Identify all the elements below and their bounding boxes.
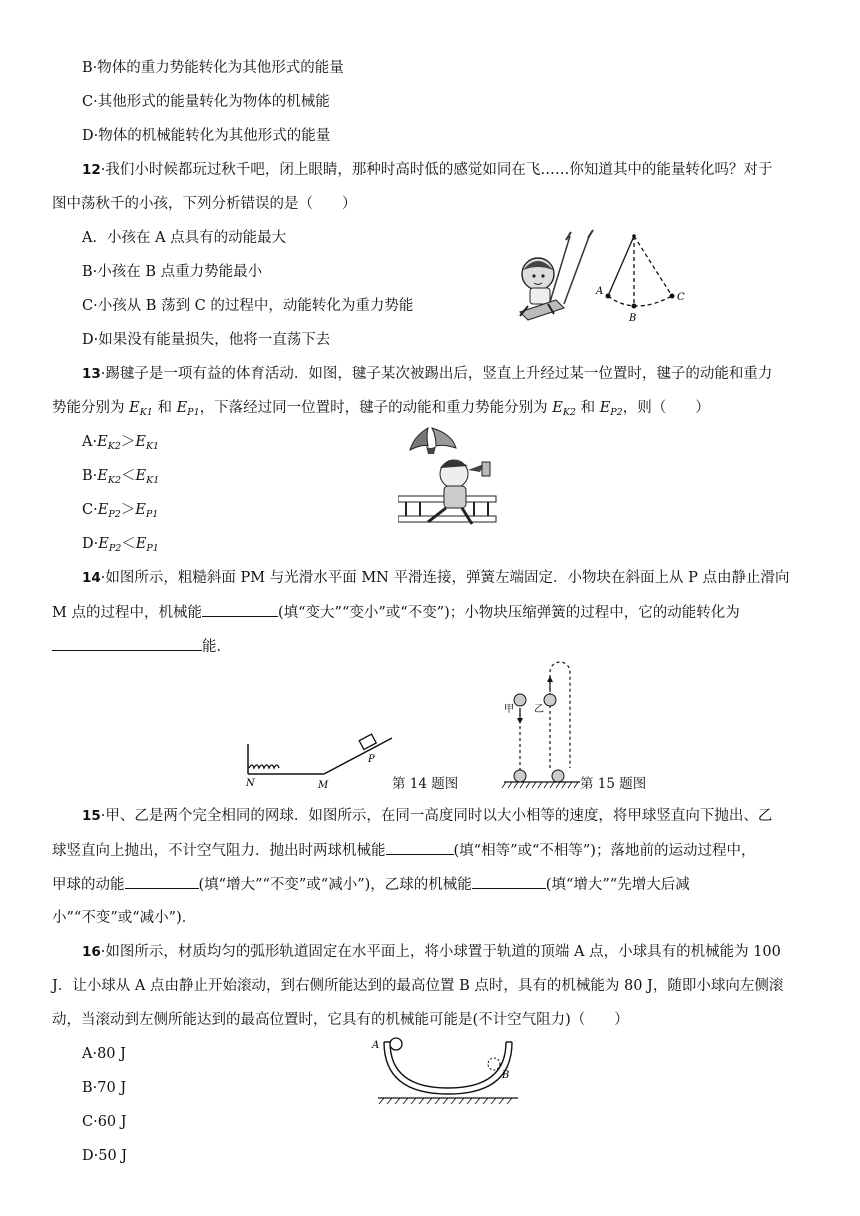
q15-figure-caption: 第 15 题图 <box>580 776 647 792</box>
label-m: M <box>318 780 329 791</box>
q12-option-b: B·小孩在 B 点重力势能最小 <box>82 264 263 280</box>
swing-child-illustration <box>508 228 598 326</box>
q15-stem-line3: 甲球的动能 (填“增大”“不变”或“减小”)，乙球的机械能 (填“增大”“先增大后减 <box>52 874 690 895</box>
q16-option-c: C·60 J <box>82 1114 127 1130</box>
pendulum-label-c: C <box>677 292 685 303</box>
track-label-a: A <box>372 1040 380 1051</box>
q15-stem-line2: 球竖直向上抛出，不计空气阻力．抛出时两球机械能 (填“相等”或“不相等”)；落地前的运动过程中， <box>52 840 755 861</box>
q11-option-d: D·物体的机械能转化为其他形式的能量 <box>82 128 331 144</box>
q15-blank-1[interactable] <box>386 840 454 855</box>
pendulum-label-b: B <box>629 313 637 324</box>
q13-option-b: $B\cdot E_{K2}<E_{K1}$ <box>82 468 160 486</box>
q11-option-c: C·其他形式的能量转化为物体的机械能 <box>82 94 330 110</box>
q12-stem-line2: 图中荡秋千的小孩，下列分析错误的是（ ） <box>52 196 357 212</box>
q13-option-a: $A\cdot E_{K2}>E_{K1}$ <box>82 434 160 452</box>
shuttlecock-kick-illustration <box>398 424 498 532</box>
q14-number: 14 <box>82 570 101 586</box>
incline-spring-diagram <box>240 728 400 792</box>
q16-stem-line2: J．让小球从 A 点由静止开始滚动，到右侧所能达到的最高位置 B 点时，具有的机械能为 80 J，随即小球向左侧滚 <box>52 978 784 994</box>
q13-stem-line1: 13·踢毽子是一项有益的体育活动．如图，毽子某次被踢出后，竖直上升经过某一位置时，毽子的动能和重力 <box>82 366 773 382</box>
q14-stem-line3: 能． <box>52 636 231 657</box>
pendulum-label-a: A <box>596 286 604 297</box>
label-p: P <box>368 754 375 765</box>
q16-stem-line1: 16·如图所示，材质均匀的弧形轨道固定在水平面上，将小球置于轨道的顶端 A 点，小球具有的机械能为 100 <box>82 944 781 960</box>
q13-stem-line2: 势能分别为 $E_{K1}$ 和 $E_{P1}$，下落经过同一位置时，毽子的动能和重力势能分别为 $E_{K2}$ 和 $E_{P2}$，则（ ） <box>52 400 710 418</box>
label-n: N <box>246 778 255 789</box>
q14-blank-2[interactable] <box>52 636 202 651</box>
q14-stem-line2: M 点的过程中，机械能 (填“变大”“变小”或“不变”)；小物块压缩弹簧的过程中，它的动能转化为 <box>52 602 740 623</box>
q14-figure-caption: 第 14 题图 <box>392 776 459 792</box>
q15-blank-2[interactable] <box>125 874 199 889</box>
arc-track-diagram <box>370 1034 526 1106</box>
q12-stem-line1: 12·我们小时候都玩过秋千吧，闭上眼睛，那种时高时低的感觉如同在飞……你知道其中的能量转化吗？对于 <box>82 162 773 178</box>
q12-option-d: D·如果没有能量损失，他将一直荡下去 <box>82 332 331 348</box>
q13-option-d: $D\cdot E_{P2}<E_{P1}$ <box>82 536 159 554</box>
track-label-b: B <box>502 1070 510 1081</box>
ball-label-yi: 乙 <box>534 704 544 715</box>
q16-option-a: A·80 J <box>82 1046 126 1062</box>
two-balls-diagram <box>500 660 590 792</box>
q13-option-c: $C\cdot E_{P2}>E_{P1}$ <box>82 502 159 520</box>
ball-label-jia: 甲 <box>504 704 514 715</box>
q15-number: 15 <box>82 808 101 824</box>
q16-number: 16 <box>82 944 101 960</box>
q14-blank-1[interactable] <box>202 602 278 617</box>
q16-option-d: D·50 J <box>82 1148 128 1164</box>
q15-stem-line4: 小”“不变”或“减小”)． <box>52 910 197 926</box>
q11-option-b: B·物体的重力势能转化为其他形式的能量 <box>82 60 344 76</box>
q16-stem-line3: 动，当滚动到左侧所能达到的最高位置时，它具有的机械能可能是(不计空气阻力)（ ） <box>52 1012 629 1028</box>
q14-stem-line1: 14·如图所示，粗糙斜面 PM 与光滑水平面 MN 平滑连接，弹簧左端固定．小物块在斜面上从 P 点由静止滑向 <box>82 570 790 586</box>
q15-stem-line1: 15·甲、乙是两个完全相同的网球．如图所示，在同一高度同时以大小相等的速度，将甲球竖直向下抛出、乙 <box>82 808 773 824</box>
q12-option-a: A．小孩在 A 点具有的动能最大 <box>82 230 287 246</box>
q15-blank-3[interactable] <box>472 874 546 889</box>
q16-option-b: B·70 J <box>82 1080 127 1096</box>
pendulum-diagram <box>594 232 694 324</box>
q12-option-c: C·小孩从 B 荡到 C 的过程中，动能转化为重力势能 <box>82 298 414 314</box>
q13-number: 13 <box>82 366 101 382</box>
q12-number: 12 <box>82 162 101 178</box>
